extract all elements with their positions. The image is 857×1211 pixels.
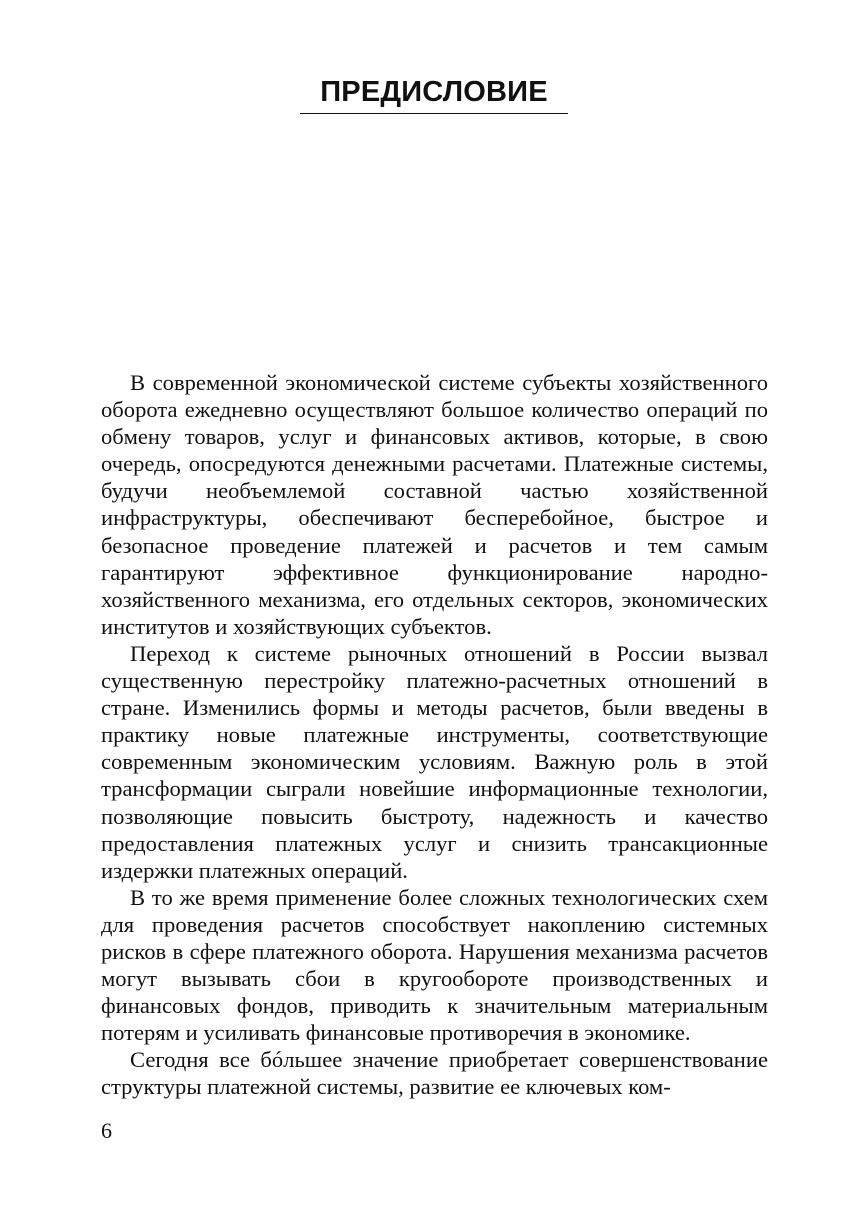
paragraph-3: В то же время применение более сложных технологических схем для проведения расчетов способствует накоплению системных рисков в сфере платежного оборота. Нарушения механизма расчетов могут вызывать сбои в кругообороте производственных и финансовых фондов, приводить к значительным материальным потерям и усиливать финансовые противоречия в экономике. bbox=[101, 884, 768, 1046]
paragraph-1: В современной экономической системе субъекты хозяйственного оборота ежедневно осуществляют большое количество операций по обмену товаров, услуг и финансовых активов, которые, в свою очередь, опосредуются денежными расчетами. Платежные системы, будучи необъемлемой составной частью хозяйственной инфраструктуры, обеспечивают бесперебойное, быстрое и безопасное проведение платежей и расчетов и тем самым гарантируют эффективное функционирование народнохозяйственного механизма, его отдельных секторов, экономических институтов и хозяйствующих субъектов. bbox=[101, 370, 768, 639]
page-title: ПРЕДИСЛОВИЕ bbox=[320, 76, 548, 108]
paragraph-2: Переход к системе рыночных отношений в России вызвал существенную перестройку платежно-расчетных отношений в стране. Изменились формы и методы расчетов, были введены в практику новые платежные инструменты, соответствующие современным экономическим условиям. Важную роль в этой трансформации сыграли новейшие информационные технологии, позволяющие повысить быстроту, надежность и качество предоставления платежных услуг и снизить трансакционные издержки платежных операций. bbox=[101, 640, 768, 883]
paragraph-4: Сегодня все бóльшее значение приобретает совершенствование структуры платежной системы, развитие ее ключевых ком- bbox=[101, 1047, 768, 1100]
page-number: 6 bbox=[101, 1118, 112, 1143]
title-underline bbox=[300, 113, 568, 114]
body-text bbox=[101, 369, 768, 1101]
